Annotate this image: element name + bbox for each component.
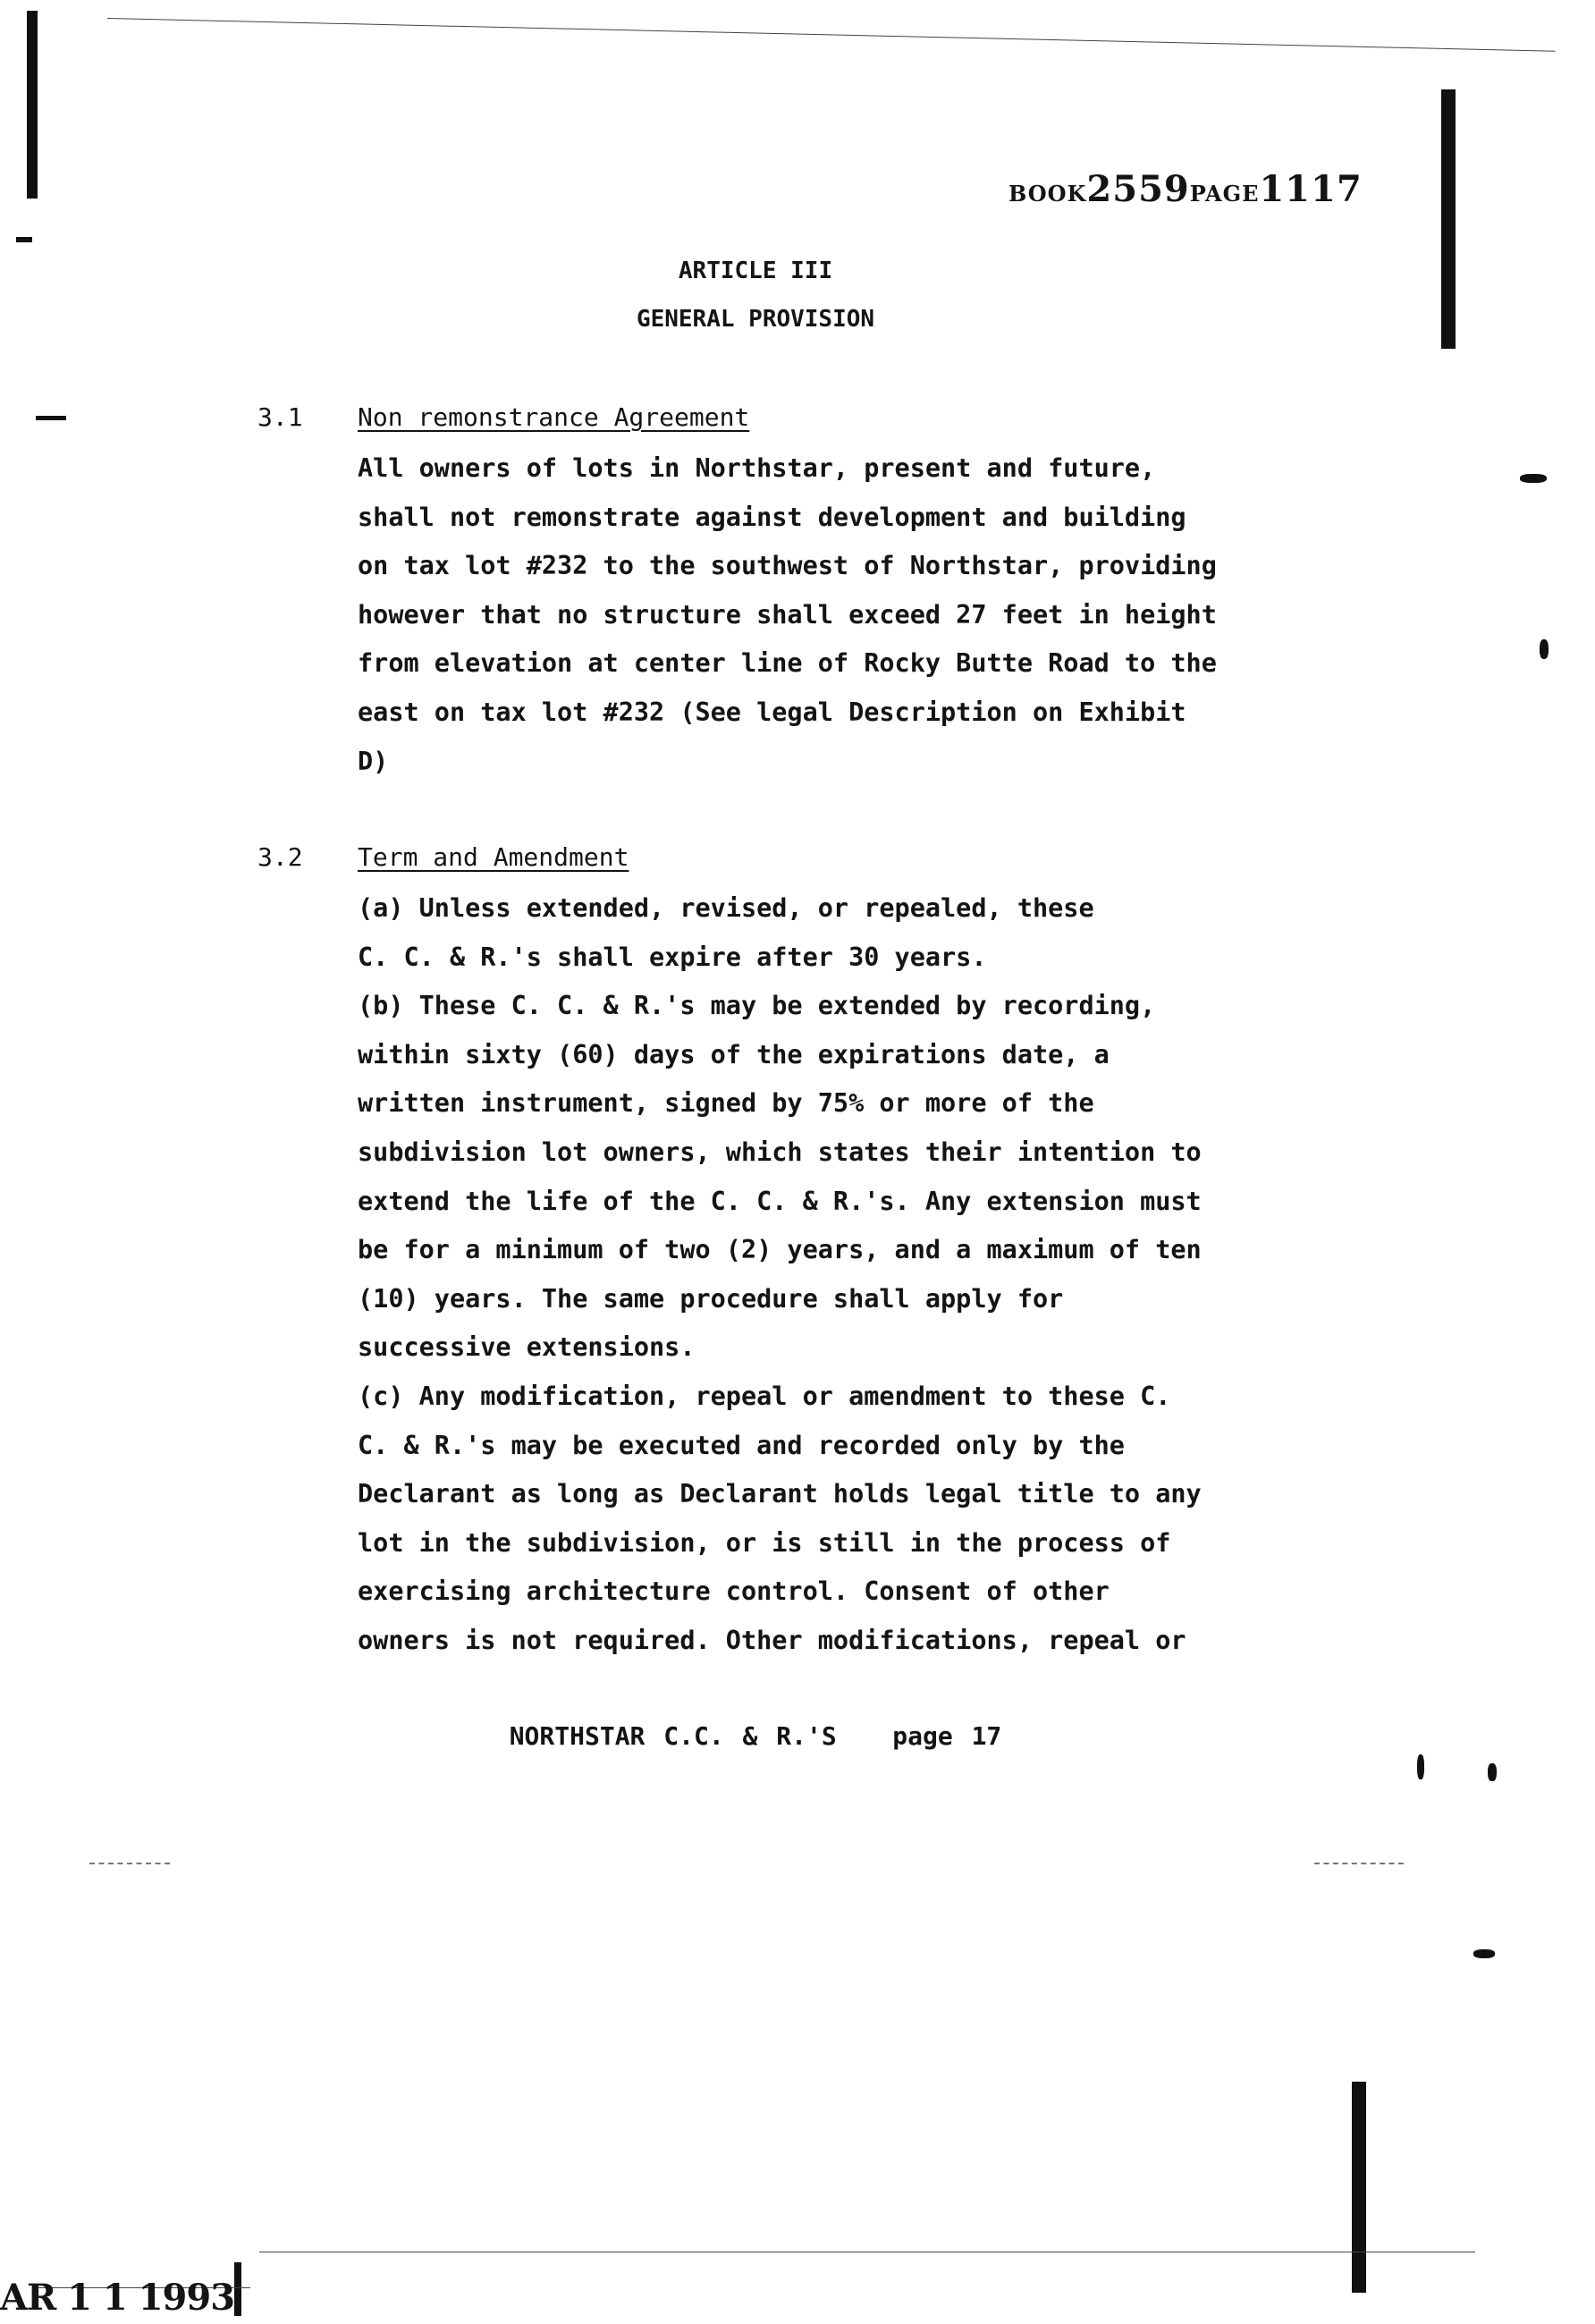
book-page-stamp (1008, 168, 1363, 210)
page-label: PAGE (1189, 181, 1260, 207)
section-3-1-body (358, 444, 1305, 786)
text-line: shall not remonstrate against development and building (358, 502, 1186, 532)
text-line: C. & R.'s may be executed and recorded only by the (358, 1430, 1125, 1460)
scan-blot-2 (1540, 639, 1549, 659)
text-line: subdivision lot owners, which states their intention to (358, 1137, 1202, 1167)
scan-blot-5 (1473, 1949, 1495, 1958)
page-footer (0, 1721, 1511, 1751)
footer-title: NORTHSTAR C.C. & R.'S (509, 1721, 837, 1751)
text-line: owners is not required. Other modifications, repeal or (358, 1625, 1186, 1655)
text-line: be for a minimum of two (2) years, and a maximum of ten (358, 1235, 1202, 1265)
text-line: exercising architecture control. Consent of other (358, 1576, 1110, 1607)
text-line: (c) Any modification, repeal or amendment to these C. (358, 1381, 1171, 1411)
scan-mark-left-2 (36, 416, 66, 420)
text-line: (b) These C. C. & R.'s may be extended by recording, (358, 991, 1156, 1021)
text-line: D) (358, 746, 389, 776)
footer-page-number: page 17 (892, 1721, 1002, 1751)
text-line: successive extensions. (358, 1332, 696, 1363)
scan-blot-3 (1417, 1754, 1424, 1779)
scan-edge-mark-bottom-right (234, 2262, 241, 2316)
text-line: extend the life of the C. C. & R.'s. Any extension must (358, 1186, 1202, 1216)
section-3-1-title: Non remonstrance Agreement (358, 402, 750, 432)
text-line: however that no structure shall exceed 27 feet in height (358, 599, 1217, 630)
text-line: lot in the subdivision, or is still in the process of (358, 1527, 1171, 1558)
scan-top-line (107, 18, 1556, 52)
text-line: east on tax lot #232 (See legal Description on Exhibit (358, 697, 1186, 727)
scan-edge-mark-left (27, 11, 38, 199)
section-3-1-number: 3.1 (257, 402, 303, 432)
book-number: 2559 (1086, 168, 1190, 210)
text-line: written instrument, signed by 75% or more of the (358, 1088, 1094, 1119)
scan-blot-4 (1488, 1763, 1497, 1781)
article-subtitle: GENERAL PROVISION (636, 306, 875, 333)
book-label: BOOK (1008, 181, 1087, 207)
text-line: C. C. & R.'s shall expire after 30 years. (358, 942, 987, 972)
scan-edge-mark-right-bottom (1352, 2082, 1366, 2293)
text-line: on tax lot #232 to the southwest of Northstar, providing (358, 551, 1217, 581)
section-3-2-number: 3.2 (257, 842, 303, 872)
article-title: ARTICLE III (678, 258, 833, 284)
scan-dash-1 (89, 1863, 170, 1864)
scan-mark-left-1 (16, 237, 32, 242)
scan-dash-2 (1314, 1863, 1404, 1864)
text-line: (a) Unless extended, revised, or repealed, these (358, 893, 1094, 923)
recording-date-stamp: AR 1 1 1993 (0, 2277, 235, 2319)
text-line: within sixty (60) days of the expirations date, a (358, 1039, 1110, 1069)
section-3-2-title: Term and Amendment (358, 842, 629, 872)
text-line: (10) years. The same procedure shall apply for (358, 1283, 1064, 1314)
text-line: Declarant as long as Declarant holds legal title to any (358, 1479, 1202, 1509)
page-number: 1117 (1259, 168, 1363, 210)
section-3-2-body (358, 884, 1305, 1666)
scan-blot-1 (1520, 474, 1547, 483)
text-line: All owners of lots in Northstar, present and future, (358, 453, 1156, 483)
text-line: from elevation at center line of Rocky Butte Road to the (358, 648, 1217, 679)
